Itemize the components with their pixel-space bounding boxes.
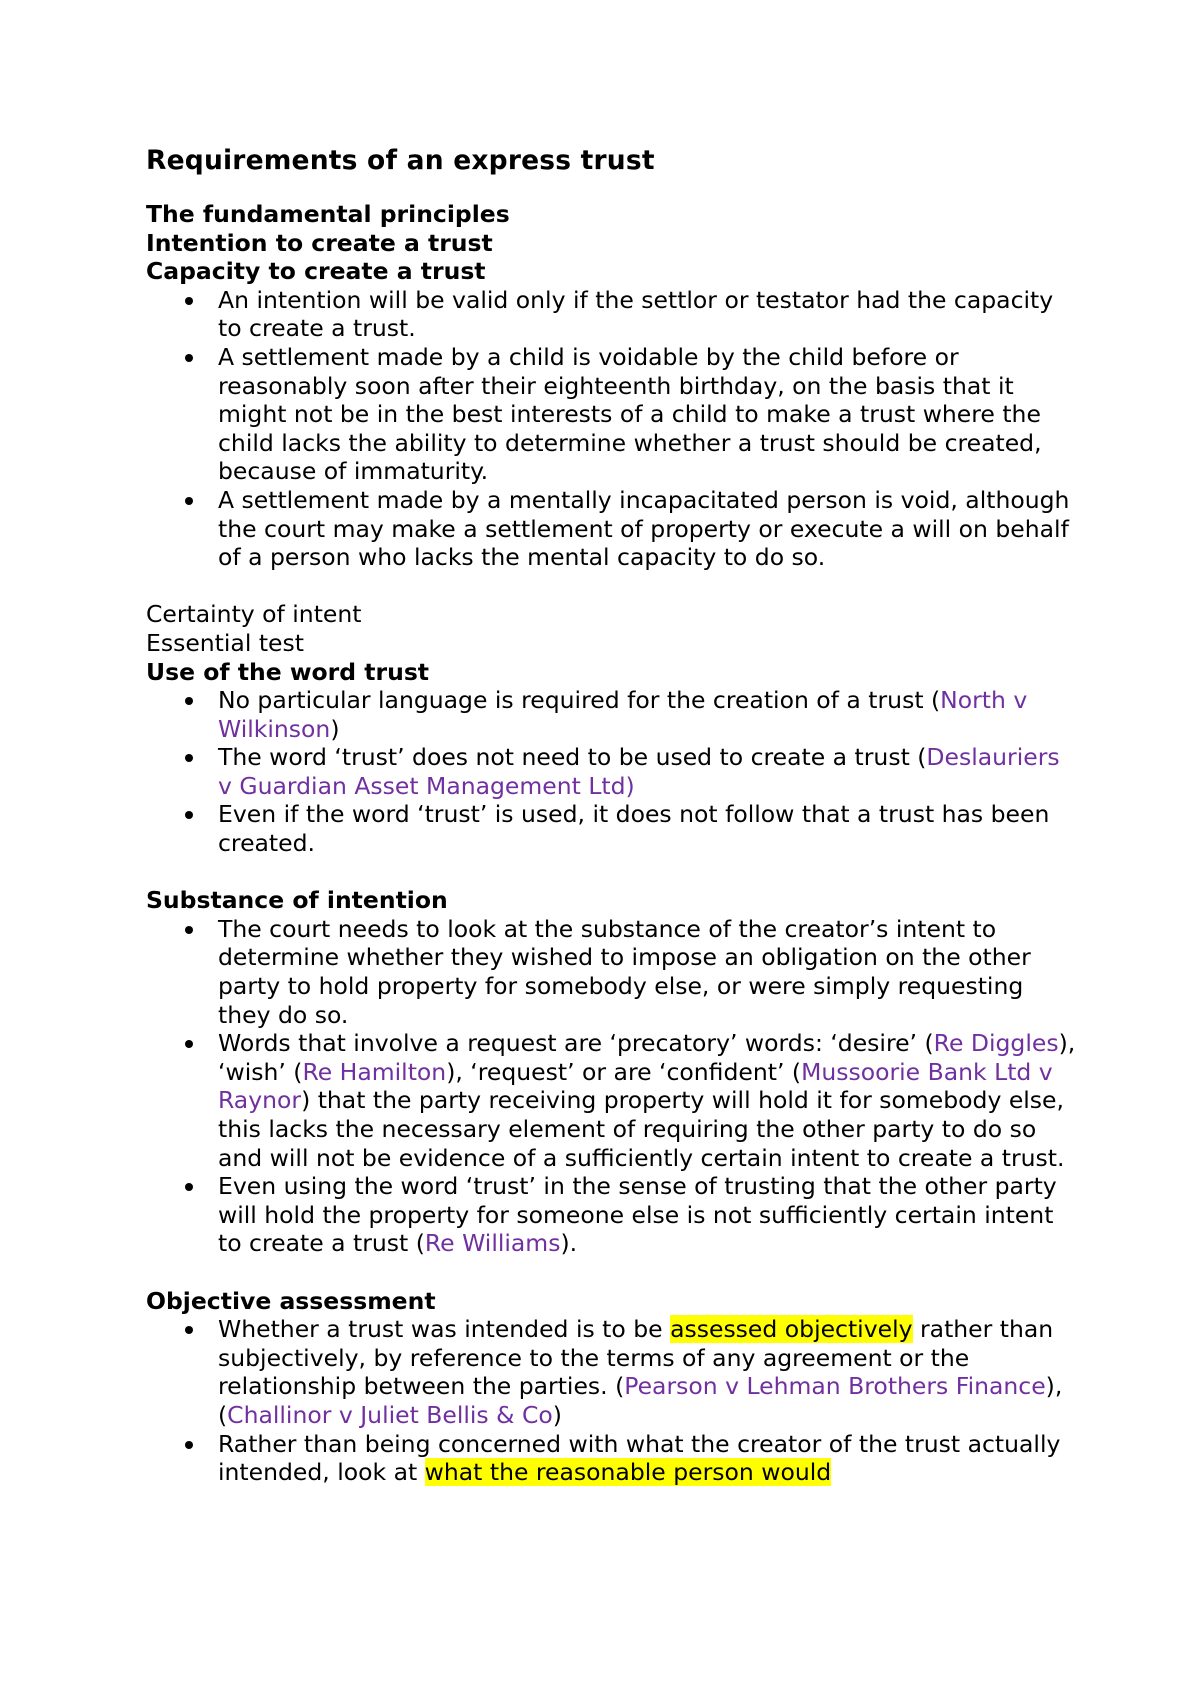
spacer <box>146 1258 1076 1287</box>
highlighted-text: what the reasonable person would <box>424 1458 832 1487</box>
list-item: Whether a trust was intended is to be assessed objectively rather than subjectively, by reference to the terms of any agreement or the relationship between the parties. (Pearson v Lehman Brothers Finance), (Challinor v Juliet Bellis & Co) <box>146 1315 1076 1429</box>
bullet-icon <box>185 811 193 819</box>
highlighted-text: assessed objectively <box>670 1315 913 1344</box>
case-citation: Re Hamilton <box>302 1057 447 1086</box>
list-item: The word ‘trust’ does not need to be used to create a trust (Deslauriers v Guardian Asset Management Ltd) <box>146 743 1076 800</box>
capacity-list <box>146 286 1076 572</box>
case-citation: North v Wilkinson <box>218 686 1028 743</box>
case-citation: Challinor v Juliet Bellis & Co <box>227 1400 553 1429</box>
document-body <box>146 144 1076 1487</box>
bullet-icon <box>185 354 193 362</box>
heading-capacity: Capacity to create a trust <box>146 257 486 286</box>
bullet-icon <box>185 1183 193 1191</box>
list-item: A settlement made by a child is voidable by the child before or reasonably soon after their eighteenth birthday, on the basis that it might not be in the best interests of a child to make a trust where the child lacks the ability to determine whether a trust should be created, because of immaturity. <box>146 343 1076 486</box>
bullet-icon <box>185 1326 193 1334</box>
document-title: Requirements of an express trust <box>146 145 655 176</box>
bullet-icon <box>185 697 193 705</box>
case-citation: Re Williams <box>424 1229 561 1258</box>
word-trust-list <box>146 686 1076 858</box>
paragraph-certainty-of-intent: Certainty of intent <box>146 600 362 629</box>
spacer <box>146 858 1076 887</box>
substance-list <box>146 915 1076 1258</box>
heading-substance-of-intention: Substance of intention <box>146 886 448 915</box>
list-item: An intention will be valid only if the settlor or testator had the capacity to create a trust. <box>146 286 1076 343</box>
case-citation: Re Diggles <box>933 1029 1059 1058</box>
list-item: Rather than being concerned with what the creator of the trust actually intended, look at what the reasonable person would <box>146 1430 1076 1487</box>
spacer <box>146 572 1076 601</box>
bullet-icon <box>185 297 193 305</box>
list-item: Even using the word ‘trust’ in the sense of trusting that the other party will hold the property for someone else is not sufficiently certain intent to create a trust (Re Williams). <box>146 1172 1076 1258</box>
objective-list <box>146 1315 1076 1487</box>
bullet-icon <box>185 1441 193 1449</box>
bullet-icon <box>185 926 193 934</box>
paragraph-essential-test: Essential test <box>146 628 304 657</box>
list-item: The court needs to look at the substance of the creator’s intent to determine whether they wished to impose an obligation on the other party to hold property for somebody else, or were simply requesting they do so. <box>146 915 1076 1029</box>
bullet-icon <box>185 1040 193 1048</box>
list-item: No particular language is required for the creation of a trust (North v Wilkinson) <box>146 686 1076 743</box>
bullet-icon <box>185 497 193 505</box>
list-item: A settlement made by a mentally incapacitated person is void, although the court may make a settlement of property or execute a will on behalf of a person who lacks the mental capacity to do so. <box>146 486 1076 572</box>
heading-use-of-word-trust: Use of the word trust <box>146 657 430 686</box>
heading-intention: Intention to create a trust <box>146 228 493 257</box>
case-citation: Pearson v Lehman Brothers Finance <box>624 1372 1046 1401</box>
list-item: Even if the word ‘trust’ is used, it does not follow that a trust has been created. <box>146 800 1076 857</box>
heading-objective-assessment: Objective assessment <box>146 1286 436 1315</box>
case-citation: Mussoorie Bank Ltd v Raynor <box>218 1057 1053 1115</box>
heading-fundamental-principles: The fundamental principles <box>146 200 510 228</box>
case-citation: Deslauriers v Guardian Asset Management Ltd) <box>218 743 1060 800</box>
list-item: Words that involve a request are ‘precatory’ words: ‘desire’ (Re Diggles), ‘wish’ (Re Hamilton), ‘request’ or are ‘confident’ (Mussoorie Bank Ltd v Raynor) that the party receiving property will hold it for somebody else, this lacks the necessary element of requiring the other party to do so and will not be evidence of a sufficiently certain intent to create a trust. <box>146 1029 1076 1172</box>
bullet-icon <box>185 754 193 762</box>
